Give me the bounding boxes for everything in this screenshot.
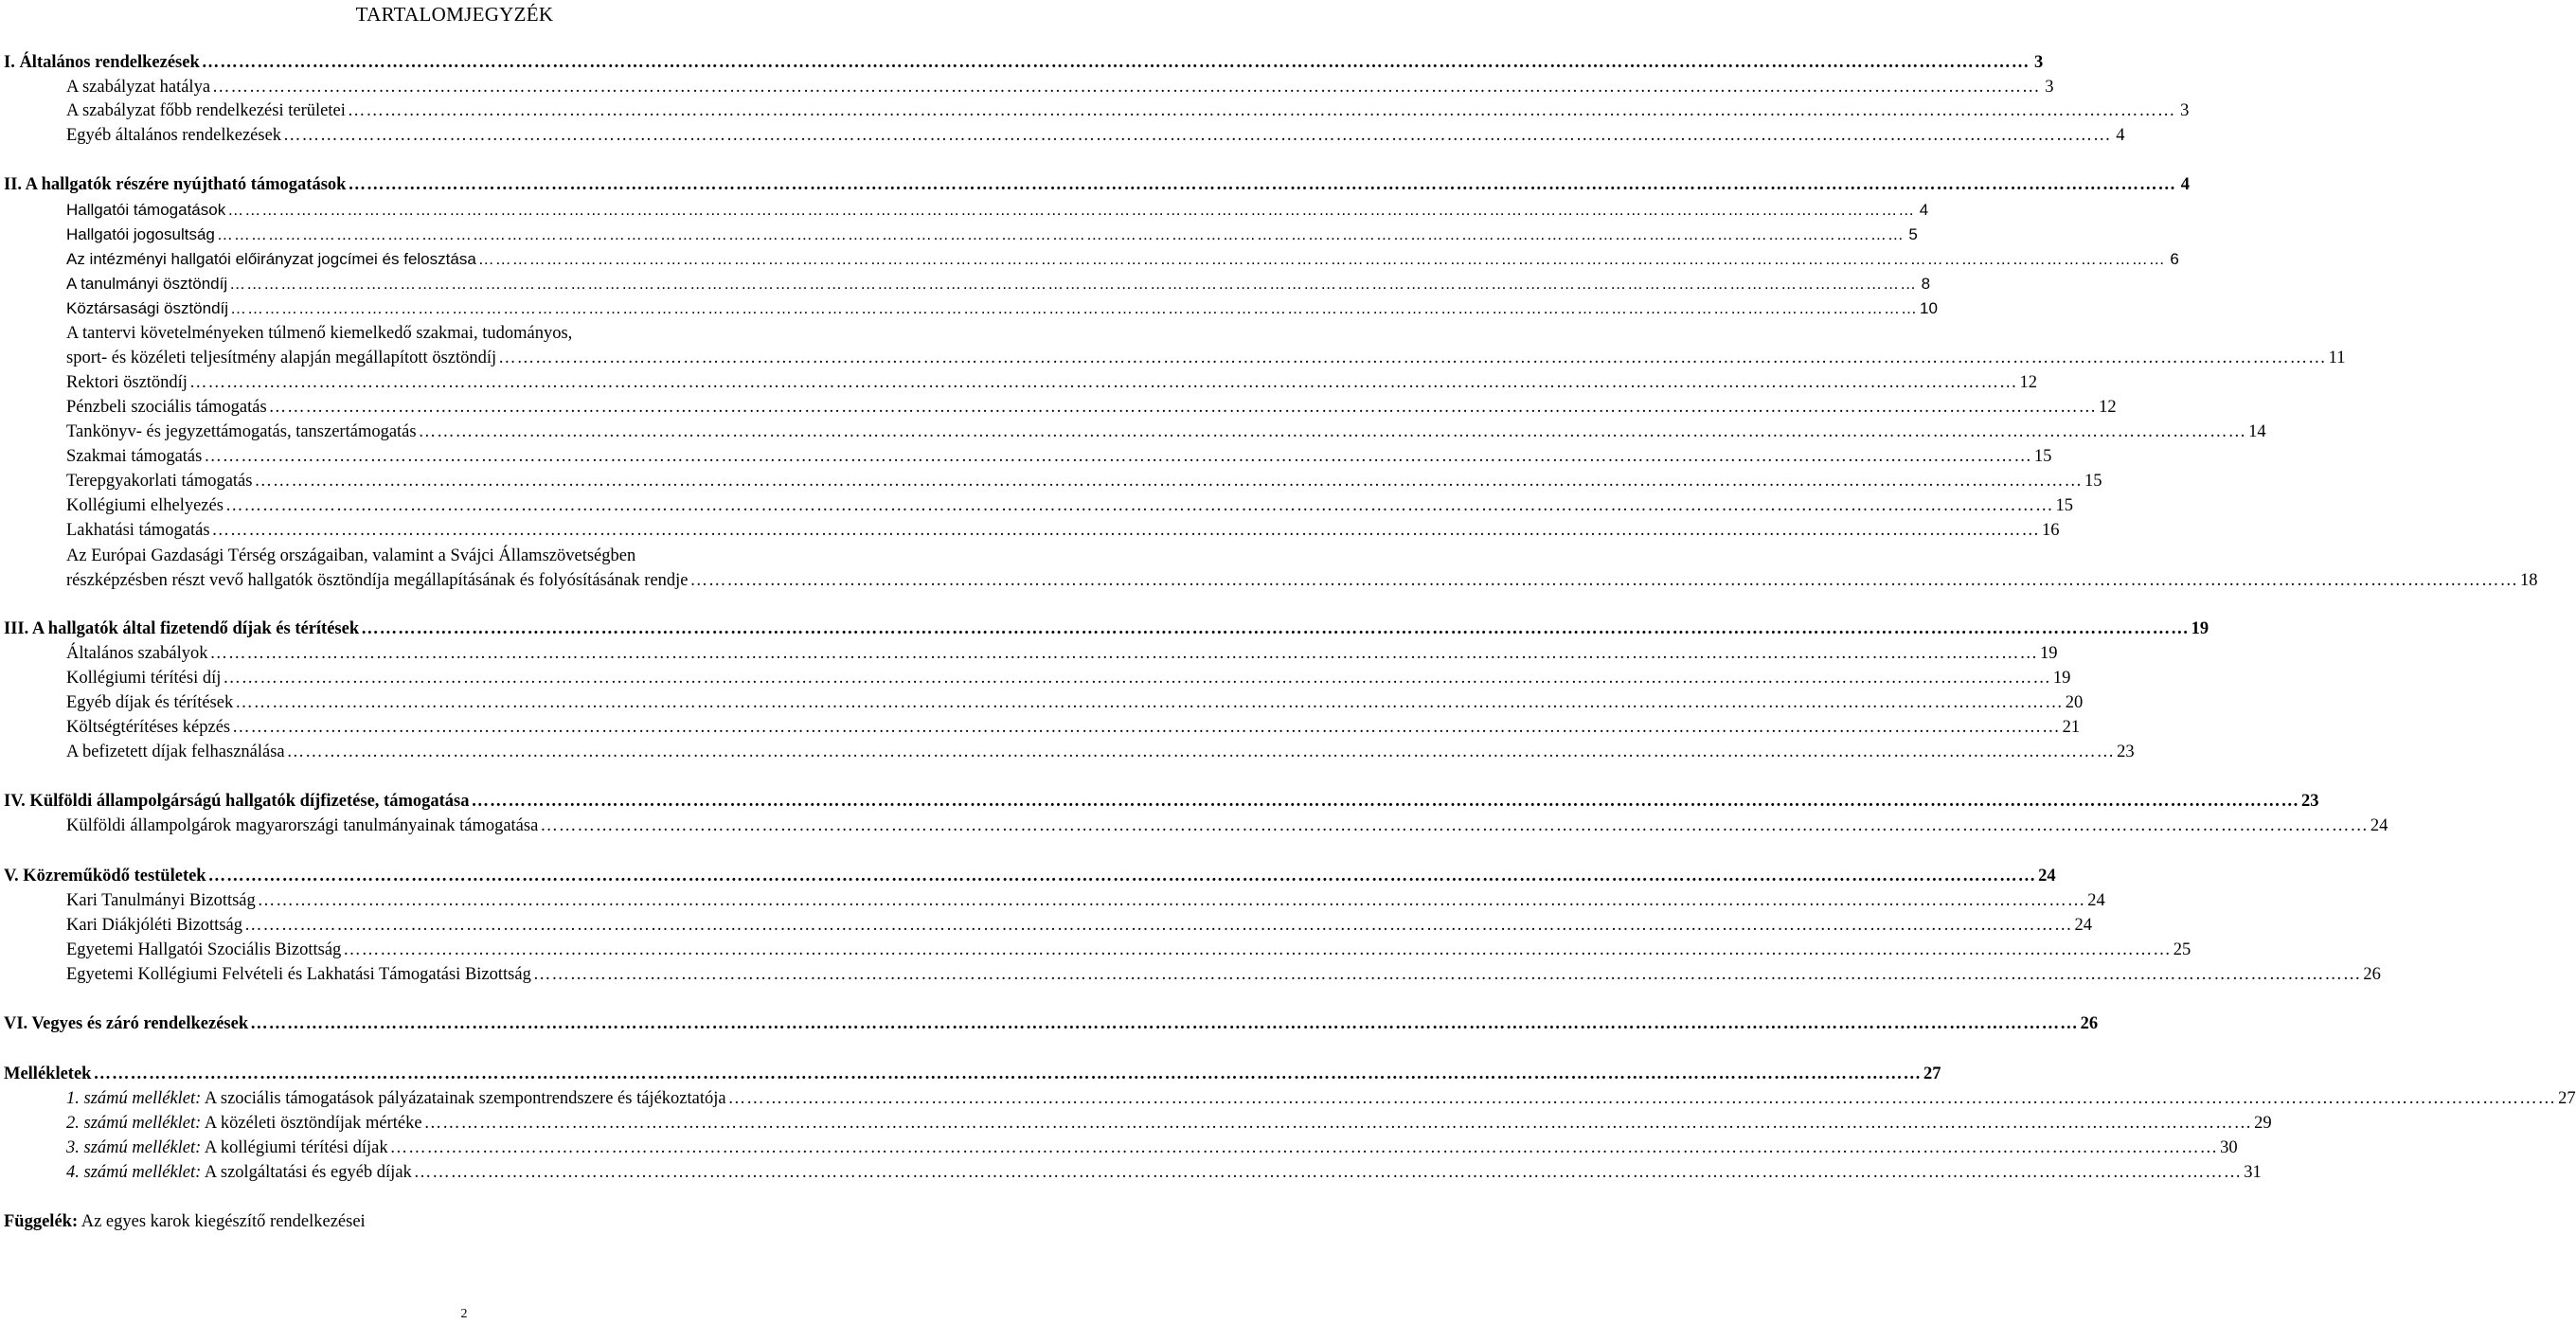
toc-item[interactable]: Kollégiumi elhelyezés ……………………………………………………………………………………………………………………………………………………………………………………………………………………………………………………………………… 15	[66, 494, 911, 517]
toc-item-line1: Az Európai Gazdasági Térség országaiban, valamint a Svájci Államszövetségben	[66, 546, 636, 565]
toc-annex-item[interactable]: 1. számú melléklet: A szociális támogatások pályázatainak szempontrendszere és tájékoztatója ……………………………………………………………………………………………………………………………………………………………………………………………………………………………………………………………………… 27	[66, 1087, 911, 1110]
toc-item[interactable]: Köztársasági ösztöndíj ……………………………………………………………………………………………………………………………………………………………………………………………………………………………………………………………………… 10	[66, 297, 911, 320]
toc-item[interactable]: A tanulmányi ösztöndíj ……………………………………………………………………………………………………………………………………………………………………………………………………………………………………………………………………… 8	[66, 273, 911, 295]
toc-item[interactable]: A szabályzat főbb rendelkezési területei ……………………………………………………………………………………………………………………………………………………………………………………………………………………………………………………………………… 3	[66, 99, 911, 122]
page-title: TARTALOMJEGYZÉK	[355, 3, 554, 26]
toc-section-2[interactable]: II. A hallgatók részére nyújtható támogatások ……………………………………………………………………………………………………………………………………………………………………………………………………………………………………………………………………… 4	[4, 173, 911, 196]
toc-item[interactable]: sport- és közéleti teljesítmény alapján megállapított ösztöndíj ……………………………………………………………………………………………………………………………………………………………………………………………………………………………………………………………………… 11	[66, 347, 911, 369]
toc-item[interactable]: Kari Diákjóléti Bizottság ……………………………………………………………………………………………………………………………………………………………………………………………………………………………………………………………………… 24	[66, 914, 911, 937]
appendix-line: Függelék: Az egyes karok kiegészítő rendelkezései	[4, 1212, 366, 1231]
toc-section-1[interactable]: I. Általános rendelkezések ……………………………………………………………………………………………………………………………………………………………………………………………………………………………………………………………………… 3	[4, 51, 911, 74]
toc-section-annexes[interactable]: Mellékletek ……………………………………………………………………………………………………………………………………………………………………………………………………………………………………………………………………… 27	[4, 1063, 911, 1085]
toc-item[interactable]: Költségtérítéses képzés ……………………………………………………………………………………………………………………………………………………………………………………………………………………………………………………………………… 21	[66, 716, 911, 739]
page-number: 2	[460, 1307, 468, 1321]
toc-section-5[interactable]: V. Közreműködő testületek ……………………………………………………………………………………………………………………………………………………………………………………………………………………………………………………………………… 24	[4, 865, 911, 887]
toc-item[interactable]: Egyéb általános rendelkezések ……………………………………………………………………………………………………………………………………………………………………………………………………………………………………………………………………… 4	[66, 124, 911, 147]
toc-item[interactable]: Egyetemi Kollégiumi Felvételi és Lakhatási Támogatási Bizottság ……………………………………………………………………………………………………………………………………………………………………………………………………………………………………………………………………… 26	[66, 963, 911, 986]
toc-section-3[interactable]: III. A hallgatók által fizetendő díjak és térítések ……………………………………………………………………………………………………………………………………………………………………………………………………………………………………………………………………… 19	[4, 617, 911, 640]
toc-item[interactable]: részképzésben részt vevő hallgatók ösztöndíja megállapításának és folyósításának rendje ……………………………………………………………………………………………………………………………………………………………………………………………………………………………………………………………………… 18	[66, 569, 911, 592]
toc-item[interactable]: Egyéb díjak és térítések ……………………………………………………………………………………………………………………………………………………………………………………………………………………………………………………………………… 20	[66, 691, 911, 714]
toc-item[interactable]: Pénzbeli szociális támogatás ……………………………………………………………………………………………………………………………………………………………………………………………………………………………………………………………………… 12	[66, 396, 911, 419]
toc-item[interactable]: Terepgyakorlati támogatás ……………………………………………………………………………………………………………………………………………………………………………………………………………………………………………………………………… 15	[66, 470, 911, 492]
toc-annex-item[interactable]: 3. számú melléklet: A kollégiumi térítési díjak ……………………………………………………………………………………………………………………………………………………………………………………………………………………………………………………………………… 30	[66, 1136, 911, 1159]
toc-item[interactable]: A szabályzat hatálya ……………………………………………………………………………………………………………………………………………………………………………………………………………………………………………………………………… 3	[66, 76, 911, 98]
toc-item[interactable]: Az intézményi hallgatói előirányzat jogcímei és felosztása ……………………………………………………………………………………………………………………………………………………………………………………………………………………………………………………………………… 6	[66, 248, 911, 271]
toc-annex-item[interactable]: 4. számú melléklet: A szolgáltatási és egyéb díjak ……………………………………………………………………………………………………………………………………………………………………………………………………………………………………………………………………… 31	[66, 1161, 911, 1184]
toc-item[interactable]: Hallgatói jogosultság ……………………………………………………………………………………………………………………………………………………………………………………………………………………………………………………………………… 5	[66, 224, 911, 246]
toc-item[interactable]: Általános szabályok ……………………………………………………………………………………………………………………………………………………………………………………………………………………………………………………………………… 19	[66, 642, 911, 665]
toc-item[interactable]: Egyetemi Hallgatói Szociális Bizottság ……………………………………………………………………………………………………………………………………………………………………………………………………………………………………………………………………… 25	[66, 939, 911, 961]
toc-item[interactable]: Hallgatói támogatások ……………………………………………………………………………………………………………………………………………………………………………………………………………………………………………………………………… 4	[66, 199, 911, 222]
toc-item-line1: A tantervi követelményeken túlmenő kiemelkedő szakmai, tudományos,	[66, 324, 573, 343]
toc-section-6[interactable]: VI. Vegyes és záró rendelkezések ……………………………………………………………………………………………………………………………………………………………………………………………………………………………………………………………………… 26	[4, 1012, 911, 1035]
toc-item[interactable]: Lakhatási támogatás ……………………………………………………………………………………………………………………………………………………………………………………………………………………………………………………………………… 16	[66, 519, 911, 542]
toc-item[interactable]: Tankönyv- és jegyzettámogatás, tanszertámogatás ……………………………………………………………………………………………………………………………………………………………………………………………………………………………………………………………………… 14	[66, 420, 911, 443]
toc-item[interactable]: Rektori ösztöndíj ……………………………………………………………………………………………………………………………………………………………………………………………………………………………………………………………………… 12	[66, 371, 911, 394]
toc-item[interactable]: Kollégiumi térítési díj ……………………………………………………………………………………………………………………………………………………………………………………………………………………………………………………………………… 19	[66, 667, 911, 689]
toc-annex-item[interactable]: 2. számú melléklet: A közéleti ösztöndíjak mértéke ……………………………………………………………………………………………………………………………………………………………………………………………………………………………………………………………………… 29	[66, 1112, 911, 1135]
toc-section-4[interactable]: IV. Külföldi állampolgárságú hallgatók díjfizetése, támogatása ……………………………………………………………………………………………………………………………………………………………………………………………………………………………………………………………………… 23	[4, 790, 911, 813]
toc-item[interactable]: A befizetett díjak felhasználása ……………………………………………………………………………………………………………………………………………………………………………………………………………………………………………………………………… 23	[66, 741, 911, 763]
toc-item[interactable]: Szakmai támogatás ……………………………………………………………………………………………………………………………………………………………………………………………………………………………………………………………………… 15	[66, 445, 911, 468]
dot-leader	[202, 51, 2030, 74]
toc-item[interactable]: Kari Tanulmányi Bizottság ……………………………………………………………………………………………………………………………………………………………………………………………………………………………………………………………………… 24	[66, 889, 911, 912]
toc-item[interactable]: Külföldi állampolgárok magyarországi tanulmányainak támogatása ……………………………………………………………………………………………………………………………………………………………………………………………………………………………………………………………………… 24	[66, 814, 911, 837]
